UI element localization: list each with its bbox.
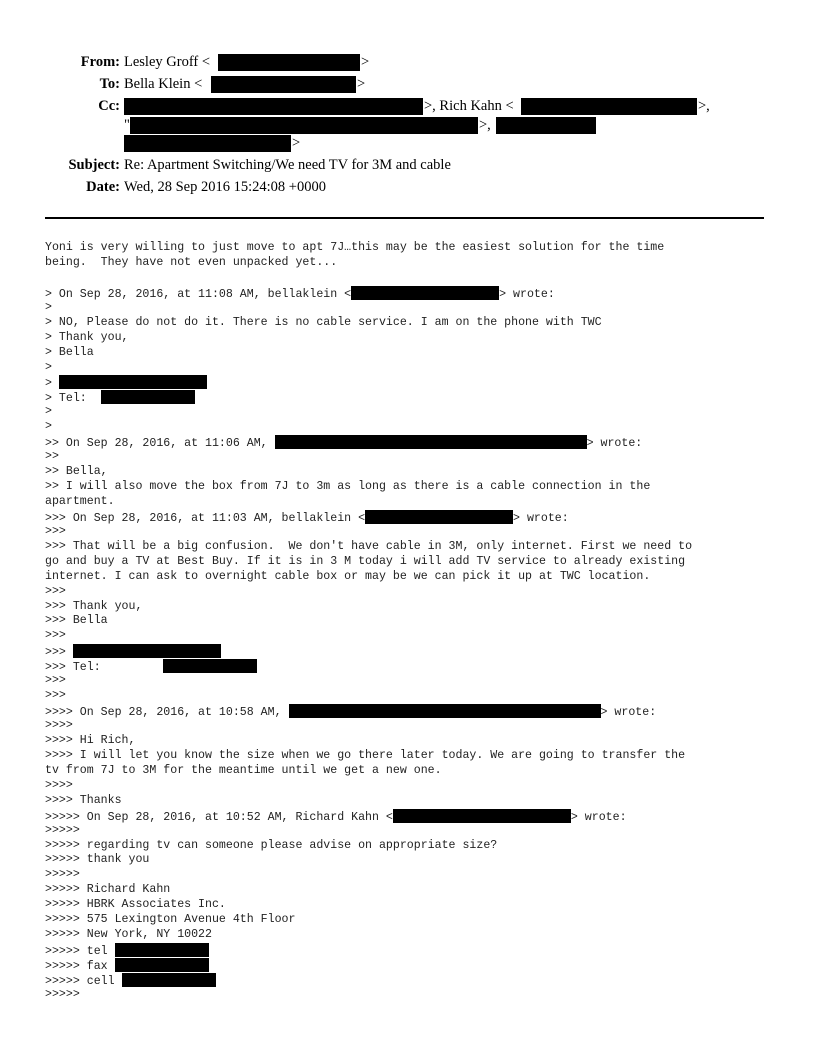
cc-rich: >, Rich Kahn < [424, 98, 514, 114]
body-line-text: >> [45, 450, 59, 464]
redaction-block [101, 390, 195, 404]
body-line-text: >>>> Hi Rich, [45, 733, 136, 747]
body-line-text: >>>>> [45, 823, 80, 837]
body-line-text: > On Sep 28, 2016, at 11:08 AM, bellaklein < [45, 287, 352, 301]
body-line [45, 450, 770, 465]
redaction-block [115, 958, 209, 972]
redaction-cc-rich-email [521, 98, 697, 115]
body-line-suffix: > wrote: [499, 287, 555, 301]
redaction-block [275, 435, 587, 449]
body-line-text: >>> On Sep 28, 2016, at 11:03 AM, bellaklein < [45, 511, 366, 525]
body-line-text: >>> [45, 674, 66, 688]
body-line [45, 420, 770, 435]
cc-label: Cc: [98, 98, 120, 114]
body-line-text: >>>>> On Sep 28, 2016, at 10:52 AM, Richard Kahn < [45, 810, 393, 824]
body-line [45, 555, 770, 570]
redaction-block [122, 973, 216, 987]
body-line [45, 809, 770, 824]
cc-quote: " [124, 117, 130, 133]
redaction-block [393, 809, 571, 823]
from-value: Lesley Groff < [124, 54, 211, 70]
body-line-text: >>>> On Sep 28, 2016, at 10:58 AM, [45, 706, 289, 720]
redaction-to-email [211, 76, 356, 93]
cc-end: >, [698, 98, 710, 114]
body-line [45, 465, 770, 480]
body-line [45, 824, 770, 839]
to-label: To: [99, 76, 120, 92]
redaction-block [289, 704, 601, 718]
body-line-text: >>>> [45, 719, 73, 732]
body-line-text: > Bella [45, 345, 94, 359]
body-line [45, 779, 770, 794]
body-line-text: >>>>> fax [45, 960, 115, 973]
redaction-cc-4 [124, 135, 291, 152]
body-line [45, 913, 770, 928]
body-line [45, 659, 770, 674]
body-line [45, 361, 770, 376]
redaction-block [73, 644, 221, 658]
header-divider [45, 217, 764, 219]
body-line-text: >>>>> tel [45, 945, 115, 959]
body-line-suffix: > wrote: [513, 511, 569, 525]
body-line-text: > Tel: [45, 392, 101, 406]
body-line [45, 316, 770, 331]
body-line-text: >>> [45, 689, 66, 703]
body-line-suffix: > wrote: [586, 437, 643, 451]
redaction-block [59, 375, 207, 389]
body-line-text: >>>> Thanks [45, 793, 122, 807]
body-line [45, 570, 770, 585]
date-value: Wed, 28 Sep 2016 15:24:08 +0000 [124, 179, 326, 195]
redaction-from-email [218, 54, 360, 71]
redaction-cc-2 [130, 117, 478, 134]
body-line [45, 480, 770, 495]
body-line [45, 928, 770, 943]
body-line-text: >>> [45, 646, 73, 660]
body-line-text: >>>>> [45, 987, 80, 1001]
body-line [45, 375, 770, 390]
body-line [45, 674, 770, 689]
redaction-cc-3 [496, 117, 596, 134]
body-line [45, 764, 770, 779]
body-line [45, 704, 770, 719]
body-line-text: > [45, 405, 52, 419]
body-line-text: >>> [45, 584, 66, 598]
cc-gt2: > [292, 135, 301, 151]
body-line [45, 794, 770, 809]
body-line [45, 749, 770, 764]
body-line-text: tv from 7J to 3M for the meantime until we get a new one. [45, 763, 442, 777]
body-line-text: >>> Tel: [45, 661, 164, 675]
body-line [45, 853, 770, 868]
body-line [45, 973, 770, 988]
date-label: Date: [86, 179, 120, 195]
body-line [45, 958, 770, 973]
body-line [45, 525, 770, 540]
body-line-text: >>> [45, 524, 66, 538]
body-line [45, 988, 770, 1003]
body-line [45, 689, 770, 704]
body-line [45, 271, 770, 286]
body-line-text: >>>>> HBRK Associates Inc. [45, 898, 226, 912]
body-line-text: apartment. [45, 494, 115, 508]
body-line-text: > [45, 360, 52, 374]
body-line-text: > Thank you, [45, 330, 129, 344]
body-line [45, 346, 770, 361]
redaction-block [115, 943, 209, 957]
from-gt: > [361, 54, 370, 70]
body-line-text: >>>>> 575 Lexington Avenue 4th Floor [45, 913, 296, 927]
body-line-text: >>> Thank you, [45, 599, 143, 613]
body-line [45, 495, 770, 510]
body-line [45, 734, 770, 749]
body-line-text: >>> That will be a big confusion. We don't have cable in 3M, only internet. First we need to [45, 539, 693, 553]
body-line-suffix: > wrote: [600, 706, 657, 720]
body-line-text: go and buy a TV at Best Buy. If it is in 3 M today i will add TV service to already existing [45, 554, 686, 568]
from-label: From: [80, 54, 120, 70]
body-line-text: >>>> I will let you know the size when we go there later today. We are going to transfer the [45, 748, 686, 762]
body-line-text: Yoni is very willing to just move to apt 7J…this may be the easiest solution for the time [45, 241, 665, 254]
body-line-text: > NO, Please do not do it. There is no cable service. I am on the phone with TWC [45, 315, 602, 329]
body-line-text: > [45, 377, 59, 391]
body-line-text: > [45, 420, 52, 434]
body-line [45, 540, 770, 555]
to-value: Bella Klein < [124, 76, 203, 92]
body-line-text: >>>>> Richard Kahn [45, 883, 171, 897]
cc-gt: >, [479, 117, 491, 133]
body-line [45, 600, 770, 615]
body-line [45, 405, 770, 420]
body-line [45, 614, 770, 629]
body-line [45, 629, 770, 644]
body-line-text: >>> [45, 629, 66, 643]
body-line [45, 644, 770, 659]
body-line [45, 301, 770, 316]
redaction-block [163, 659, 257, 673]
body-line [45, 943, 770, 958]
body-line-text: >>> Bella [45, 614, 108, 628]
subject-value: Re: Apartment Switching/We need TV for 3M and cable [124, 157, 451, 173]
to-gt: > [357, 76, 366, 92]
body-line [45, 286, 770, 301]
redaction-block [351, 286, 499, 300]
body-line [45, 719, 770, 734]
body-line [45, 510, 770, 525]
body-line [45, 868, 770, 883]
body-line [45, 883, 770, 898]
body-line-text: >>>> [45, 778, 73, 792]
body-line-text: >> Bella, [45, 465, 108, 479]
body-line-text: >>>>> New York, NY 10022 [45, 928, 212, 942]
body-line-text: > [45, 300, 52, 314]
body-line-suffix: > wrote: [570, 810, 627, 824]
body-line [45, 435, 770, 450]
body-line-text: >>>>> [45, 868, 80, 882]
redaction-cc-1 [124, 98, 423, 115]
subject-label: Subject: [68, 157, 120, 173]
body-line [45, 585, 770, 600]
body-line [45, 839, 770, 854]
body-line-text: >>>>> thank you [45, 853, 150, 867]
body-line-text: >> On Sep 28, 2016, at 11:06 AM, [45, 437, 275, 451]
redaction-block [365, 510, 513, 524]
body-line [45, 331, 770, 346]
body-line-text: >>>>> regarding tv can someone please advise on appropriate size? [45, 838, 498, 852]
body-line-text: internet. I can ask to overnight cable box or may be we can pick it up at TWC location. [45, 569, 651, 583]
body-line [45, 241, 770, 256]
body-line-text: >>>>> cell [45, 974, 122, 988]
body-line-text: being. They have not even unpacked yet... [45, 255, 338, 269]
body-line [45, 256, 770, 271]
body-line [45, 390, 770, 405]
body-line [45, 898, 770, 913]
email-body [45, 241, 770, 1003]
body-line-text: >> I will also move the box from 7J to 3m as long as there is a cable connection in the [45, 480, 651, 493]
